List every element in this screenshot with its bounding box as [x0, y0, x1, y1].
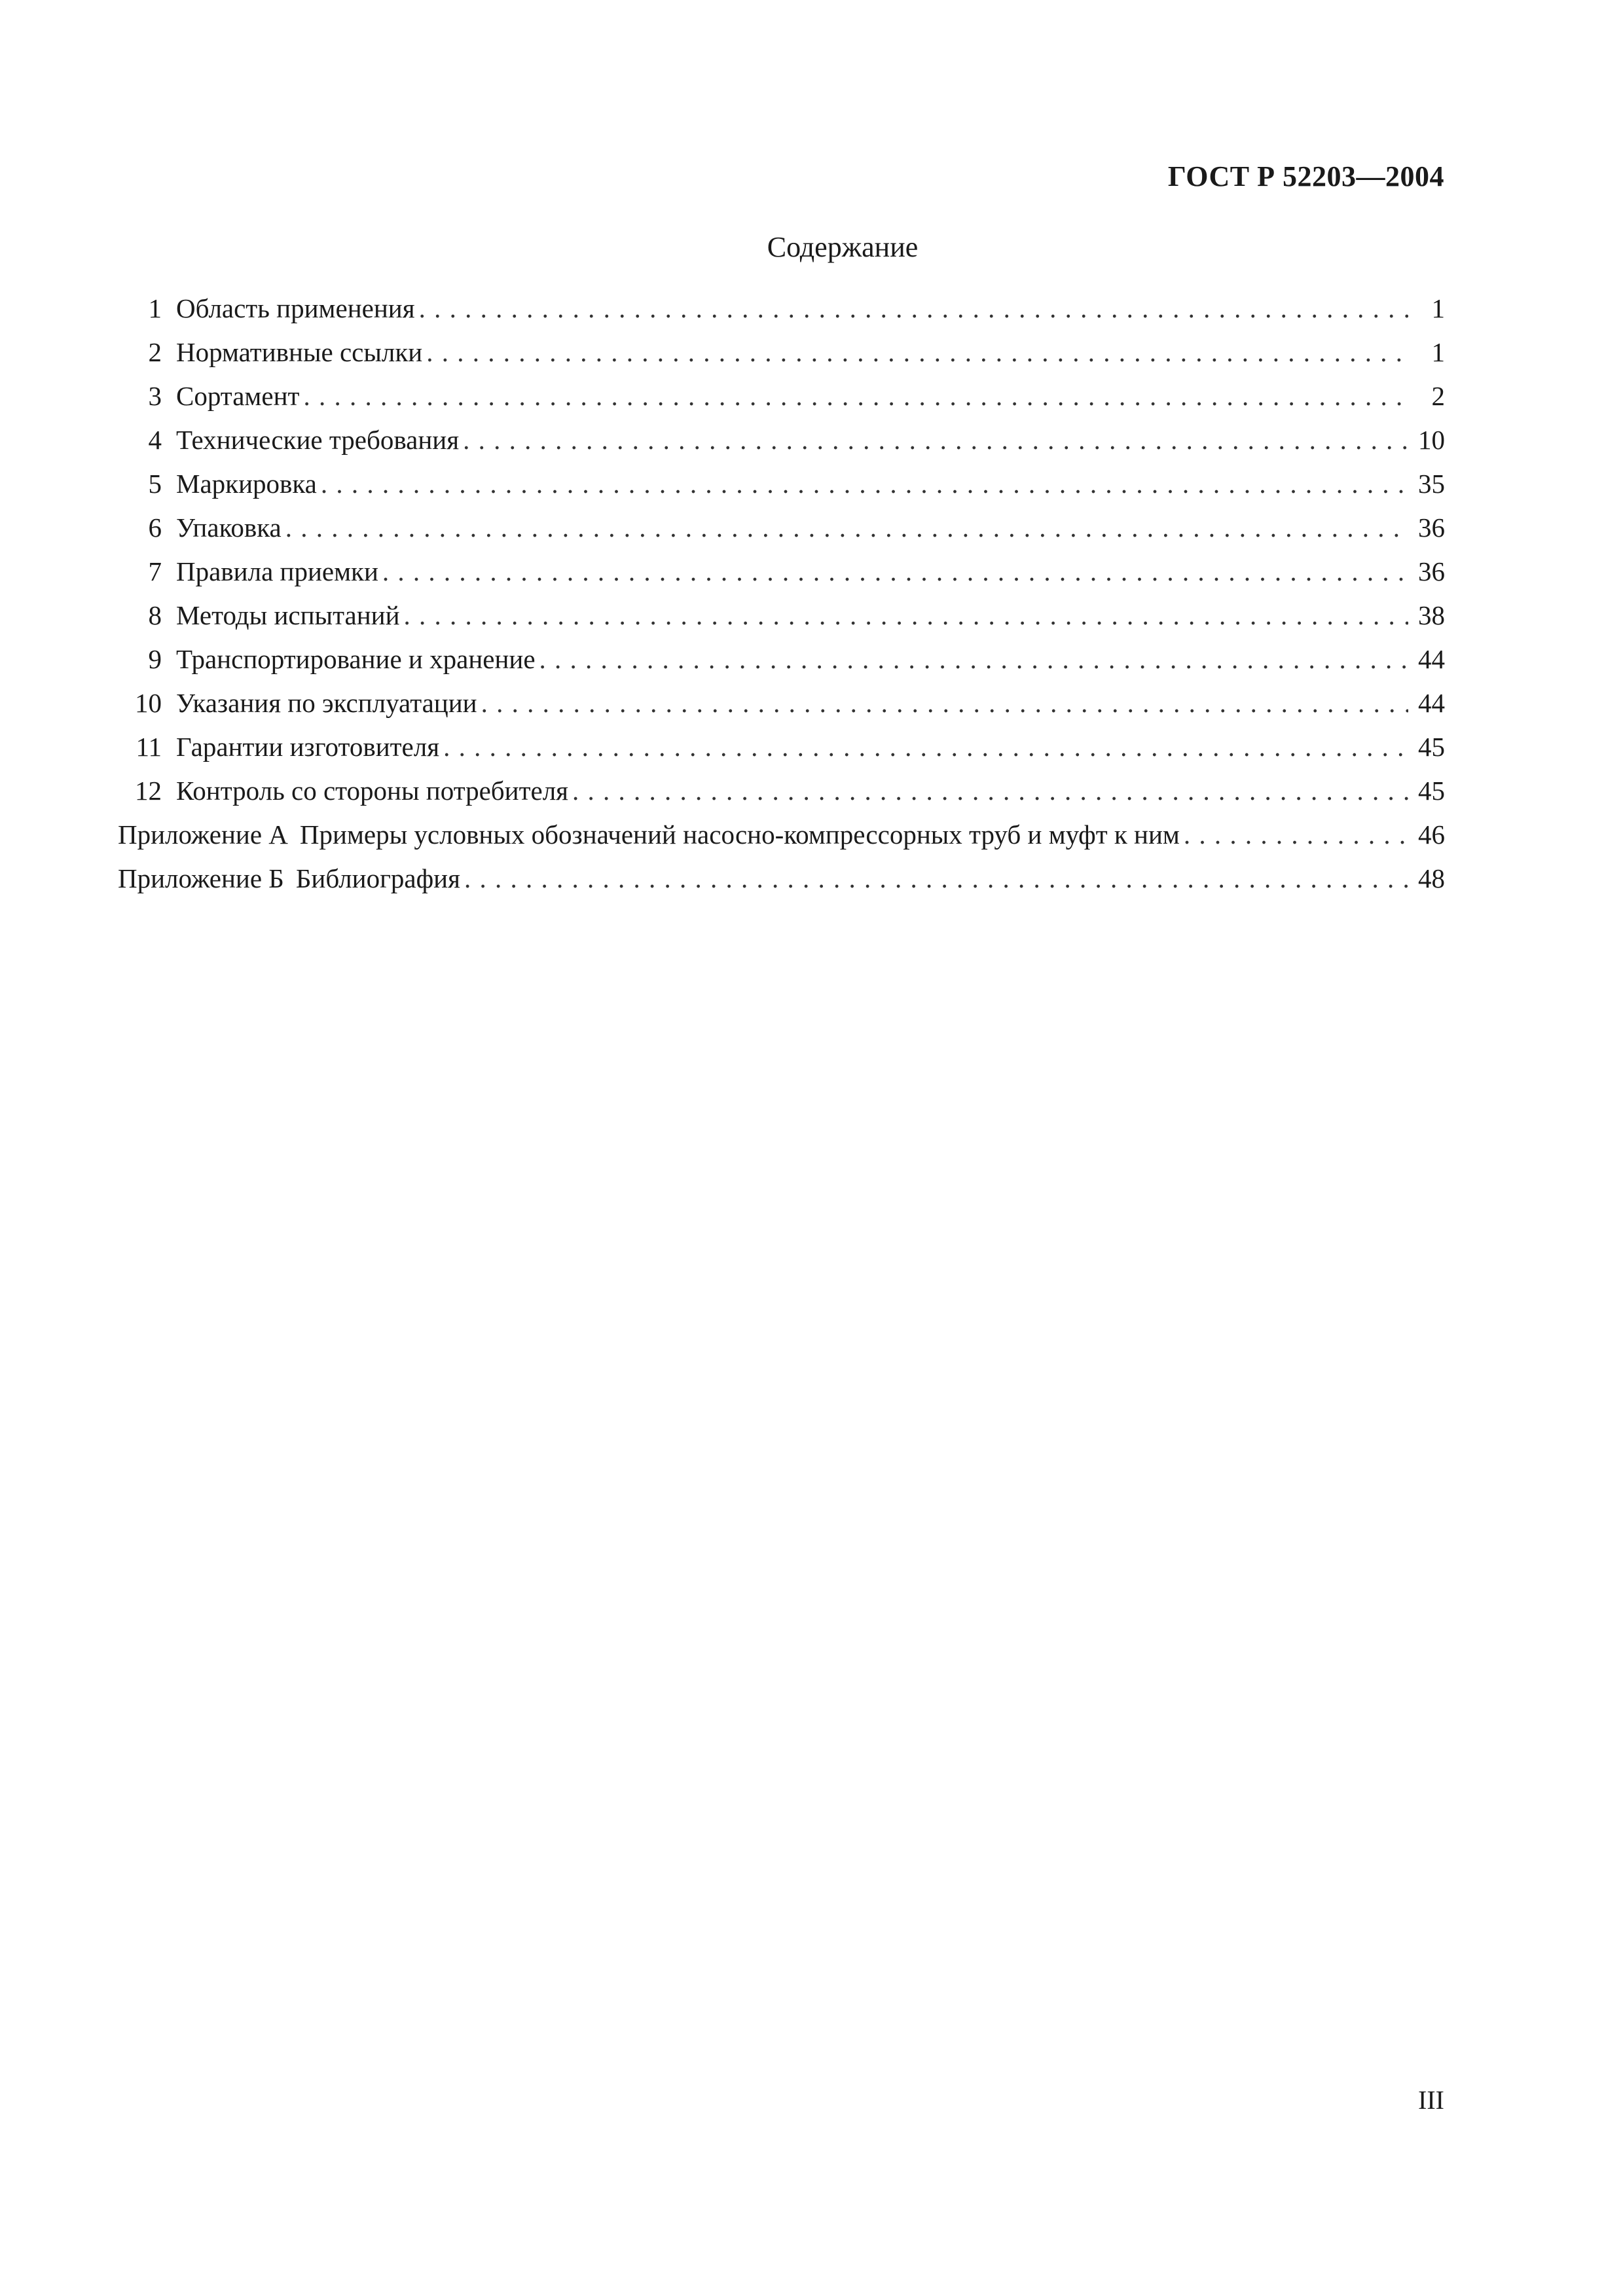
toc-entry-label: Транспортирование и хранение	[176, 644, 536, 674]
toc-entry[interactable]	[118, 424, 1445, 468]
toc-entry-number: 5	[148, 469, 162, 499]
toc-dot-leader	[303, 380, 1408, 412]
toc-entry[interactable]	[118, 468, 1445, 512]
toc-appendix-label: Примеры условных обозначений насосно-компрессорных труб и муфт к ним	[299, 819, 1180, 850]
toc-entry-page: 1	[1431, 293, 1445, 323]
toc-entry-label: Маркировка	[176, 469, 317, 499]
toc-entry[interactable]	[118, 293, 1445, 336]
toc-entry-number: 8	[148, 600, 162, 630]
toc-dot-leader	[1184, 819, 1408, 850]
toc-title: Содержание	[767, 231, 919, 263]
toc-entry-number: 4	[148, 425, 162, 455]
toc-entry-page: 44	[1418, 644, 1445, 674]
toc-entry[interactable]	[118, 643, 1445, 687]
toc-entry-page: 2	[1431, 381, 1445, 411]
toc-entry-number: 11	[136, 732, 162, 762]
document-code: ГОСТ Р 52203—2004	[1167, 160, 1444, 192]
toc-entry[interactable]	[118, 336, 1445, 380]
toc-appendix-page: 48	[1418, 863, 1445, 893]
toc-appendix-page: 46	[1418, 819, 1445, 850]
toc-dot-leader	[382, 556, 1408, 587]
toc-entry[interactable]	[118, 687, 1445, 731]
toc-dot-leader	[572, 775, 1408, 806]
toc-dot-leader	[404, 600, 1408, 631]
toc-entry-page: 45	[1418, 732, 1445, 762]
toc-entry-label: Упаковка	[176, 512, 282, 543]
toc-entry-page: 44	[1418, 688, 1445, 718]
toc-entry-number: 9	[148, 644, 162, 674]
toc-dot-leader	[443, 731, 1408, 762]
toc-entry[interactable]	[118, 512, 1445, 556]
toc-dot-leader	[419, 293, 1408, 324]
toc-entry-label: Сортамент	[176, 381, 300, 411]
toc-entry[interactable]	[118, 731, 1445, 775]
toc-entry-page: 45	[1418, 776, 1445, 806]
toc-entry-page: 36	[1418, 556, 1445, 586]
toc-entry[interactable]	[118, 556, 1445, 600]
toc-entry-label: Область применения	[176, 293, 415, 323]
toc-dot-leader	[481, 687, 1408, 719]
toc-appendix-entry[interactable]	[118, 819, 1445, 863]
toc-entry[interactable]	[118, 380, 1445, 424]
toc-dot-leader	[463, 424, 1408, 456]
toc-entry-page: 10	[1418, 425, 1445, 455]
page-number: III	[1418, 2085, 1444, 2115]
toc-appendix-label: Библиография	[295, 863, 460, 893]
toc-entry-number: 10	[135, 688, 162, 718]
toc-entry-number: 6	[148, 512, 162, 543]
toc-entry-number: 7	[148, 556, 162, 586]
toc-dot-leader	[426, 336, 1408, 368]
toc-entry-number: 3	[148, 381, 162, 411]
toc-entry[interactable]	[118, 775, 1445, 819]
toc-entry-label: Правила приемки	[176, 556, 378, 586]
toc-dot-leader	[285, 512, 1408, 543]
toc-entry[interactable]	[118, 600, 1445, 643]
toc-appendix-entry[interactable]	[118, 863, 1445, 906]
toc-appendix-prefix: Приложение А	[118, 819, 288, 850]
toc-dot-leader	[321, 468, 1408, 499]
toc-entry-label: Нормативные ссылки	[176, 337, 423, 367]
toc-entry-label: Методы испытаний	[176, 600, 400, 630]
toc-dot-leader	[464, 863, 1408, 894]
toc-entry-label: Контроль со стороны потребителя	[176, 776, 569, 806]
toc-entry-label: Указания по эксплуатации	[176, 688, 477, 718]
toc-entry-number: 12	[135, 776, 162, 806]
toc-entry-page: 35	[1418, 469, 1445, 499]
toc-entry-number: 1	[148, 293, 162, 323]
toc-dot-leader	[539, 643, 1408, 675]
toc-entry-number: 2	[148, 337, 162, 367]
toc-entry-label: Технические требования	[176, 425, 460, 455]
toc-appendix-prefix: Приложение Б	[118, 863, 284, 893]
toc-entry-label: Гарантии изготовителя	[176, 732, 440, 762]
toc-entry-page: 38	[1418, 600, 1445, 630]
toc-entry-page: 1	[1431, 337, 1445, 367]
toc-entry-page: 36	[1418, 512, 1445, 543]
table-of-contents	[118, 293, 1445, 906]
